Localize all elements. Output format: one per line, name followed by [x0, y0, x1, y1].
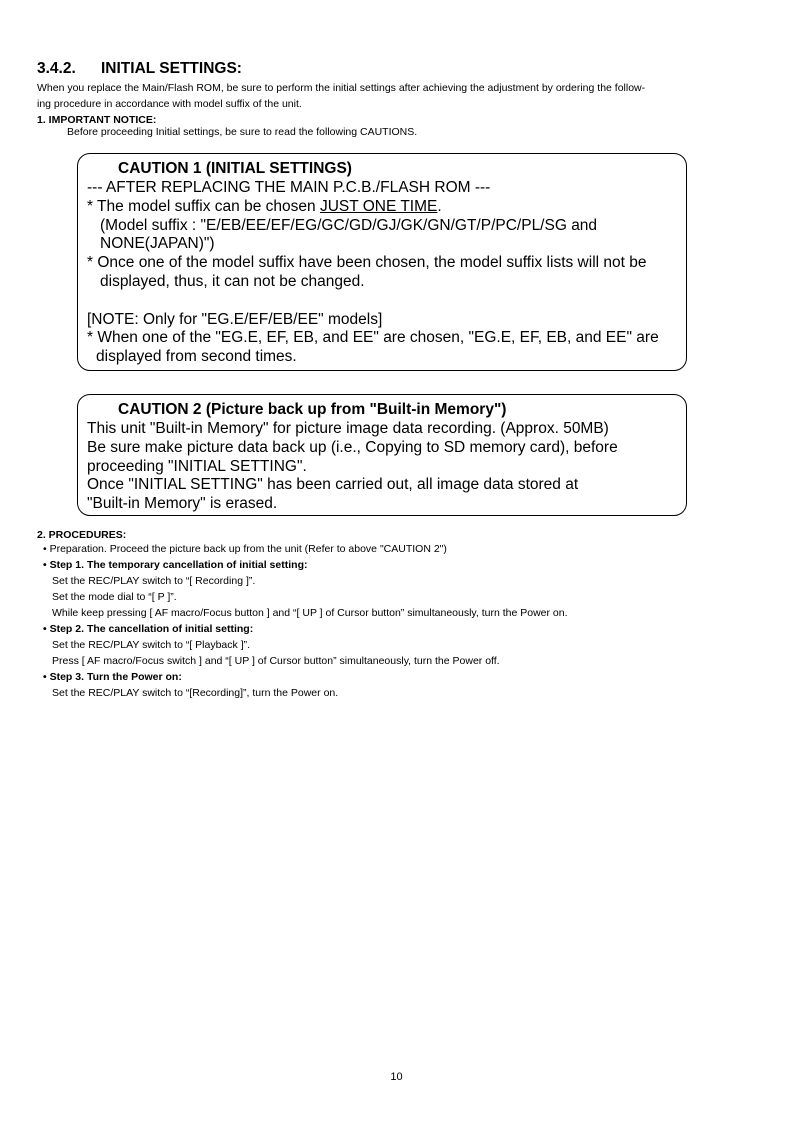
step-3-title: • Step 3. Turn the Power on:: [43, 671, 182, 683]
section-heading: [37, 60, 242, 78]
caution-2-line: proceeding "INITIAL SETTING".: [87, 458, 307, 475]
intro-line-2: ing procedure in accordance with model suffix of the unit.: [37, 98, 302, 110]
caution-2-line: Be sure make picture data back up (i.e., Copying to SD memory card), before: [87, 439, 618, 456]
caution-1-line: * Once one of the model suffix have been chosen, the model suffix lists will not be: [87, 254, 647, 271]
page-number: 10: [390, 1071, 403, 1083]
step-3-line: Set the REC/PLAY switch to “[Recording]”, turn the Power on.: [52, 687, 339, 699]
caution-1-line: --- AFTER REPLACING THE MAIN P.C.B./FLASH ROM ---: [87, 179, 491, 196]
step-1-line: While keep pressing [ AF macro/Focus button ] and “[ UP ] of Cursor button” simultaneously, turn the Power on.: [52, 607, 568, 619]
caution-1-title: CAUTION 1 (INITIAL SETTINGS): [118, 160, 352, 177]
step-2-line: Press [ AF macro/Focus switch ] and “[ UP ] of Cursor button” simultaneously, turn the Power off.: [52, 655, 500, 667]
caution-1-box: [77, 153, 687, 371]
caution-2-line: This unit "Built-in Memory" for picture image data recording. (Approx. 50MB): [87, 420, 609, 437]
section-number: 3.4.2.: [37, 60, 76, 77]
caution-2-box: [77, 394, 687, 516]
procedure-preparation: • Preparation. Proceed the picture back up from the unit (Refer to above "CAUTION 2"): [43, 543, 447, 555]
step-2-title: • Step 2. The cancellation of initial setting:: [43, 623, 254, 635]
section-title: INITIAL SETTINGS:: [101, 60, 242, 77]
caution-1-line: displayed, thus, it can not be changed.: [100, 273, 365, 290]
caution-1-line: (Model suffix : "E/EB/EE/EF/EG/GC/GD/GJ/GK/GN/GT/P/PC/PL/SG and: [100, 217, 598, 234]
step-1-line: Set the REC/PLAY switch to “[ Recording ]”.: [52, 575, 256, 587]
caution-1-line: NONE(JAPAN)"): [100, 235, 215, 252]
step-1-line: Set the mode dial to “[ P ]”.: [52, 591, 177, 603]
caution-2-line: "Built-in Memory" is erased.: [87, 495, 278, 512]
procedures-heading: 2. PROCEDURES:: [37, 529, 127, 541]
step-2-line: Set the REC/PLAY switch to “[ Playback ]”.: [52, 639, 251, 651]
notice-heading: 1. IMPORTANT NOTICE:: [37, 114, 157, 126]
caution-1-line: * The model suffix can be chosen JUST ONE TIME.: [87, 198, 442, 215]
notice-text: Before proceeding Initial settings, be sure to read the following CAUTIONS.: [67, 126, 418, 138]
caution-1-line: * When one of the "EG.E, EF, EB, and EE" are chosen, "EG.E, EF, EB, and EE" are: [87, 329, 659, 346]
step-1-title: • Step 1. The temporary cancellation of initial setting:: [43, 559, 308, 571]
caution-2-title: CAUTION 2 (Picture back up from "Built-in Memory"): [118, 401, 507, 418]
caution-1-line: displayed from second times.: [96, 348, 297, 365]
intro-line-1: When you replace the Main/Flash ROM, be sure to perform the initial settings after achieving the adjustment by ordering the follow-: [37, 82, 646, 94]
caution-1-note: [NOTE: Only for "EG.E/EF/EB/EE" models]: [87, 311, 383, 328]
caution-2-line: Once "INITIAL SETTING" has been carried out, all image data stored at: [87, 476, 579, 493]
